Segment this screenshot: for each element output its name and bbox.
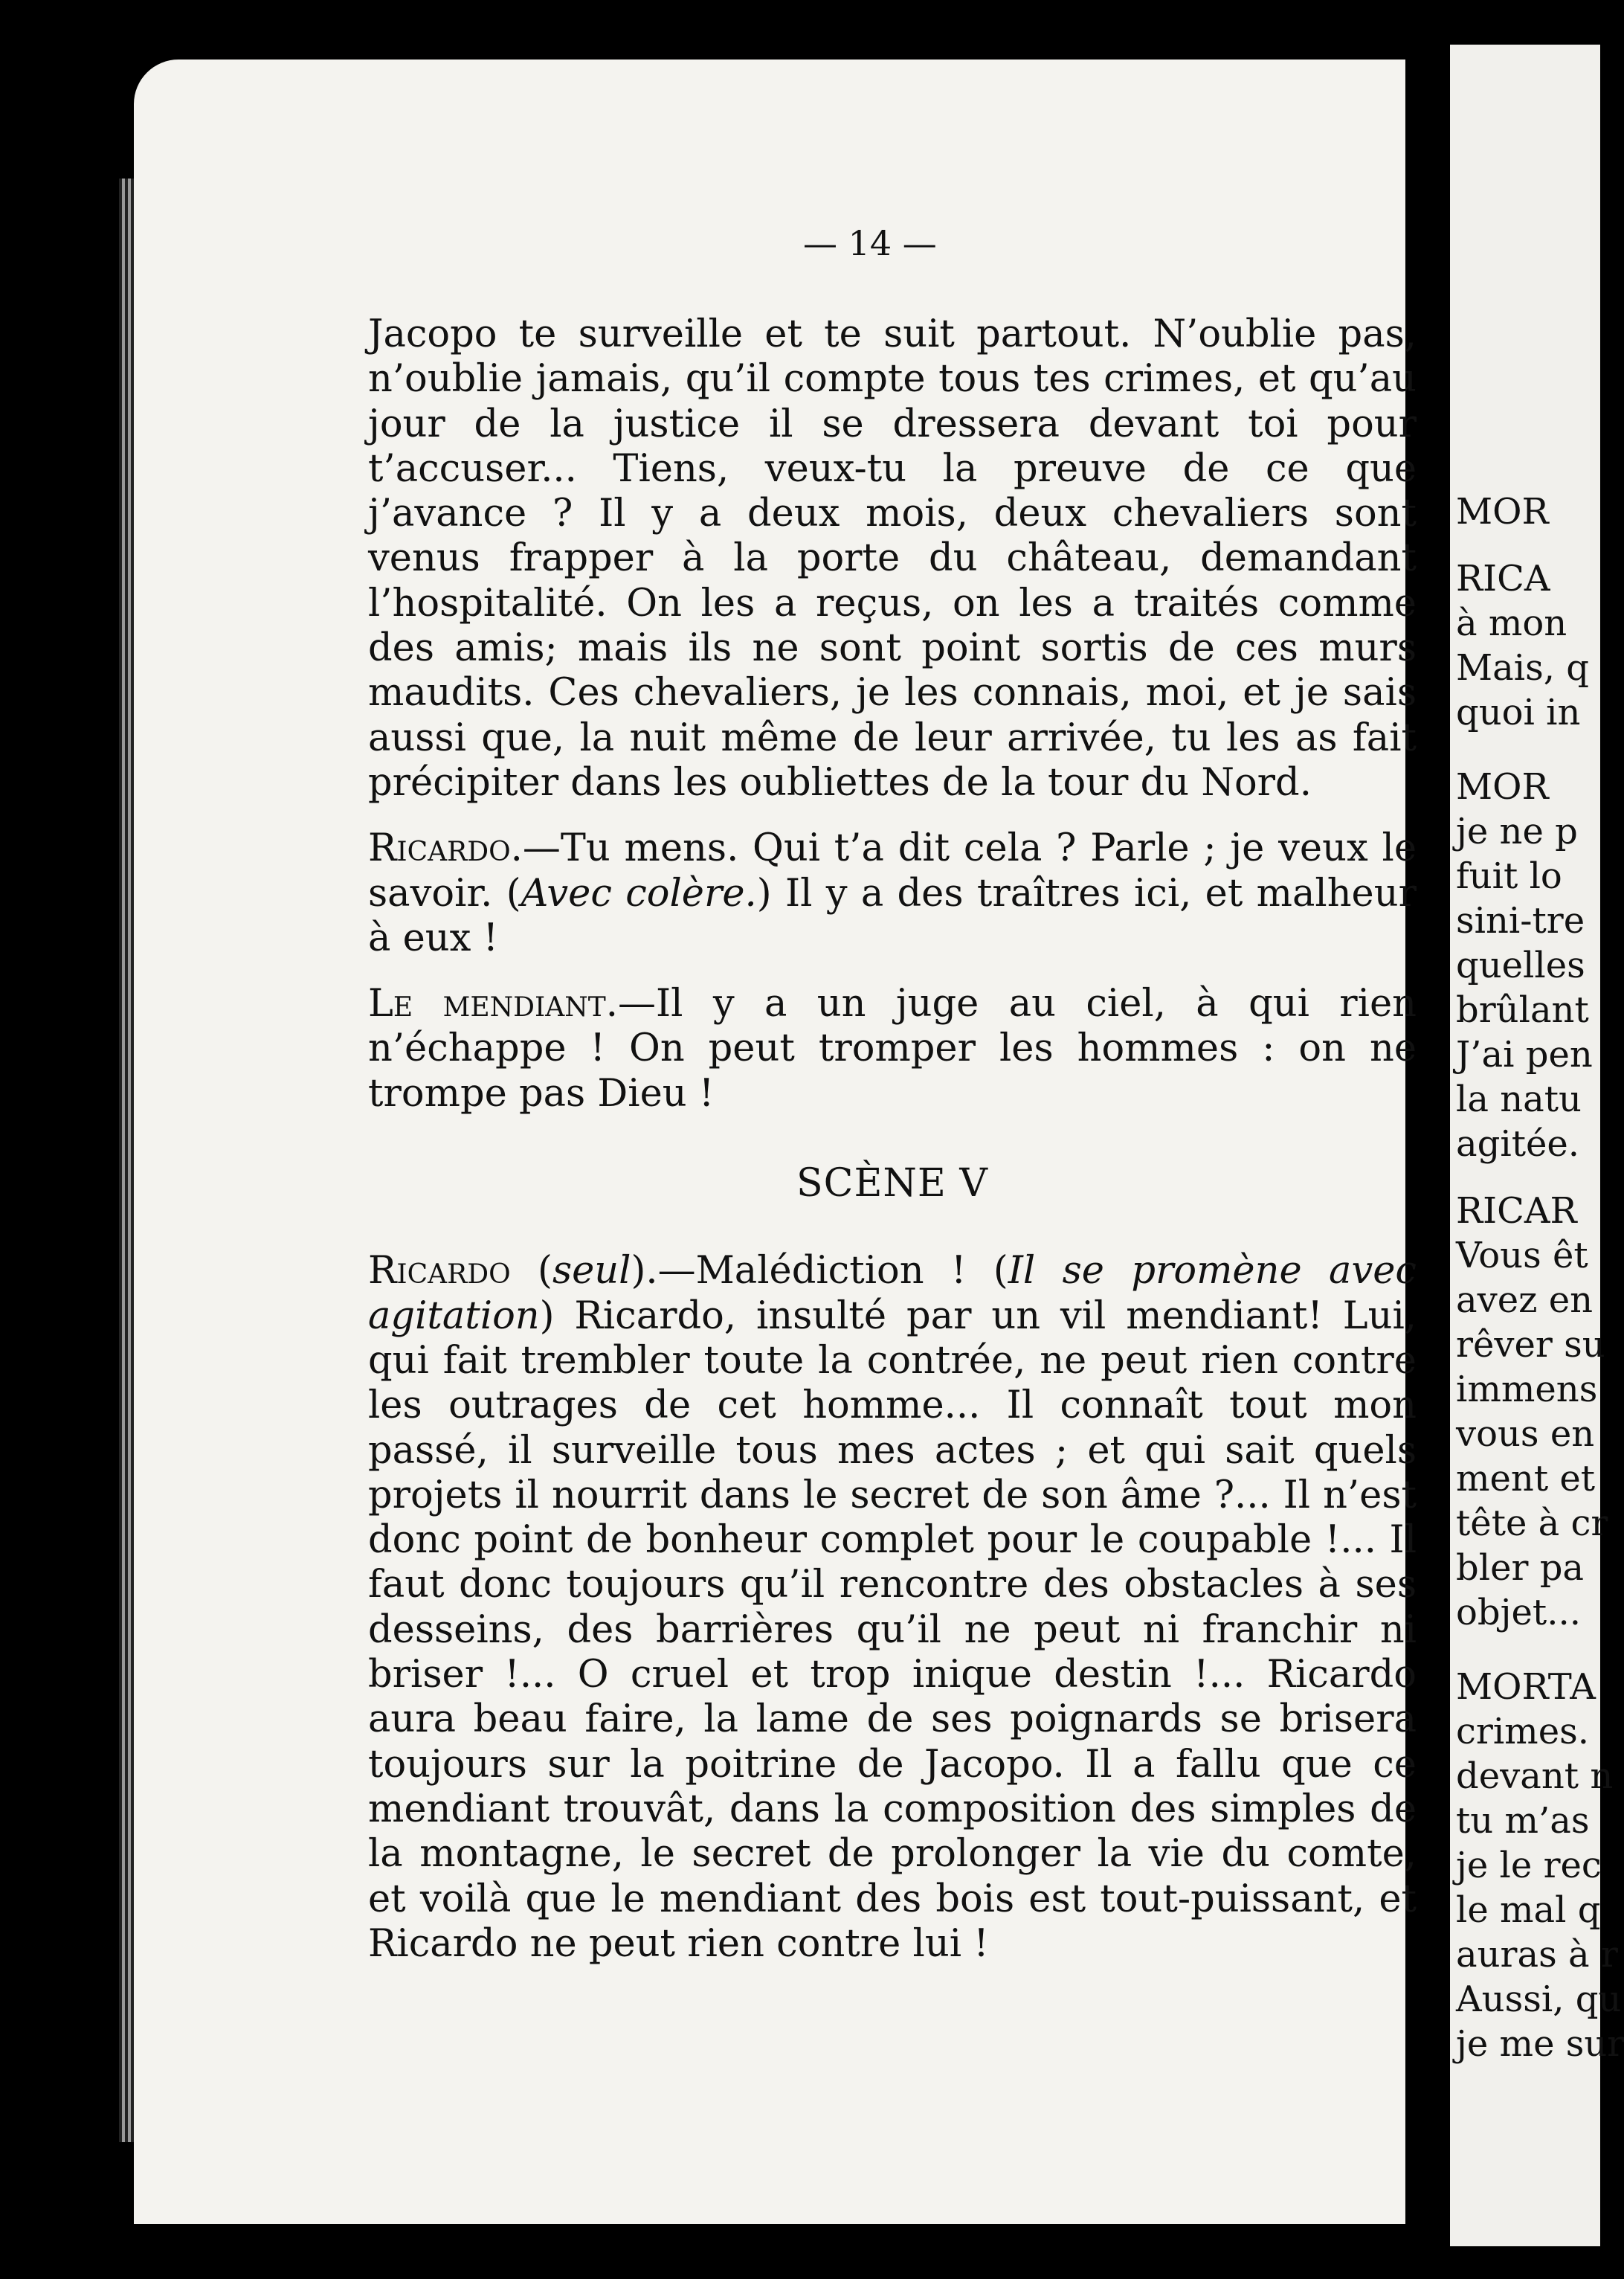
right-page-line: vous en xyxy=(1456,1413,1595,1455)
right-page-line: Aussi, qu xyxy=(1456,1979,1622,2020)
right-page-line: tu m’as xyxy=(1456,1800,1590,1842)
right-page-line: je ne p xyxy=(1456,811,1578,852)
right-page-line: fuit lo xyxy=(1456,855,1562,897)
paragraph-2 xyxy=(368,826,1417,961)
right-page-line: objet... xyxy=(1456,1592,1581,1633)
dialogue-text: ) Il y a des traîtres ici, et malheur à eux ! xyxy=(368,871,1417,960)
right-page-line: la natu xyxy=(1456,1079,1582,1120)
right-page-line: devant n xyxy=(1456,1755,1614,1797)
stage-direction: Il se promène avec agitation xyxy=(368,1249,1417,1338)
dialogue-text: ).—Malédiction ! ( xyxy=(631,1249,1008,1293)
paragraph-3 xyxy=(368,982,1417,1116)
right-page-line: rêver su xyxy=(1456,1324,1605,1366)
page-number: — 14 — xyxy=(803,223,937,263)
paragraph-1: Jacopo te surveille et te suit partout. N’oublie pas, n’oublie jamais, qu’il compte tous tes crimes, et qu’au jour de la justice il se dressera devant toi pour t’accuser... Tiens, veux-tu la preuve de ce que j’avance ? Il y a deux mois, deux chevaliers sont venus frapper à la porte du château, demandant l’hospitalité. On les a reçus, on les a traités comme des amis; mais ils ne sont point sortis de ces murs maudits. Ces chevaliers, je les connais, moi, et je sais aussi que, la nuit même de leur arrivée, tu les as fait précipiter dans les oubliettes de la tour du Nord. xyxy=(368,312,1417,805)
dialogue-text: —Il y a un juge au ciel, à qui rien n’échappe ! On peut tromper les hommes : on ne trompe pas Dieu ! xyxy=(368,982,1417,1116)
right-page-line: Vous êt xyxy=(1456,1235,1588,1276)
page-text xyxy=(368,312,1417,1967)
right-page-line: J’ai pen xyxy=(1456,1034,1593,1076)
right-page-line: avez en xyxy=(1456,1279,1594,1321)
right-page-line: crimes. xyxy=(1456,1711,1589,1752)
right-page-line: je le rec xyxy=(1456,1845,1602,1886)
speaker-name: Ricardo. xyxy=(368,826,523,871)
right-page-line: agitée. xyxy=(1456,1123,1580,1165)
right-page-line: je me sur xyxy=(1456,2023,1624,2065)
stage-direction: Avec colère. xyxy=(521,871,757,916)
right-page-line: brûlant xyxy=(1456,989,1589,1031)
right-page-line: ment et xyxy=(1456,1458,1596,1499)
dialogue-text: ) Ricardo, insulté par un vil mendiant! Lui, qui fait trembler toute la contrée, ne peut rien contre les outrages de cet homme... Il connaît tout mon passé, il surveille tous mes actes ; et qui sait quels projets il nourrit dans le secret de son âme ?... Il n’est donc point de bonheur complet pour le coupable !... Il faut donc toujours qu’il rencontre des obstacles à ses desseins, des barrières qu’il ne peut ni franchir ni briser !... O cruel et trop inique destin !... Ricardo aura beau faire, la lame de ses poignards se brisera toujours sur la poitrine de Jacopo. Il a fallu que ce mendiant trouvât, dans la composition des simples de la montagne, le secret de prolonger la vie du comte, et voilà que le mendiant des bois est tout-puissant, et Ricardo ne peut rien contre lui ! xyxy=(368,1293,1417,1966)
right-page-line: auras à r xyxy=(1456,1934,1618,1976)
right-page-line: MOR xyxy=(1456,766,1549,808)
right-page-line: le mal q xyxy=(1456,1889,1601,1931)
dialogue-text: ( xyxy=(510,1249,552,1293)
stage-direction: seul xyxy=(552,1249,631,1293)
paragraph-4 xyxy=(368,1249,1417,1967)
right-page-line: quoi in xyxy=(1456,692,1581,733)
right-page-line: sini-tre xyxy=(1456,900,1585,942)
right-page-fragment xyxy=(1450,45,1624,2246)
right-page-line: à mon xyxy=(1456,602,1567,644)
dialogue-text: —Tu mens. Qui t’a dit cela ? Parle ; je veux le savoir. ( xyxy=(368,826,1417,916)
right-page-line: MORTA xyxy=(1456,1666,1596,1708)
scene-heading: SCÈNE V xyxy=(796,1161,988,1206)
right-page-line: RICAR xyxy=(1456,1190,1577,1232)
right-page-line: immens xyxy=(1456,1369,1598,1410)
right-page-line: MOR xyxy=(1456,491,1549,533)
right-page-line: RICA xyxy=(1456,558,1550,600)
right-page-line: quelles xyxy=(1456,945,1585,986)
right-page-line: bler pa xyxy=(1456,1547,1585,1589)
right-page-line: tête à cr xyxy=(1456,1502,1608,1544)
speaker-name: Ricardo xyxy=(368,1249,511,1293)
speaker-name: Le mendiant. xyxy=(368,982,618,1026)
right-page-line: Mais, q xyxy=(1456,647,1589,689)
